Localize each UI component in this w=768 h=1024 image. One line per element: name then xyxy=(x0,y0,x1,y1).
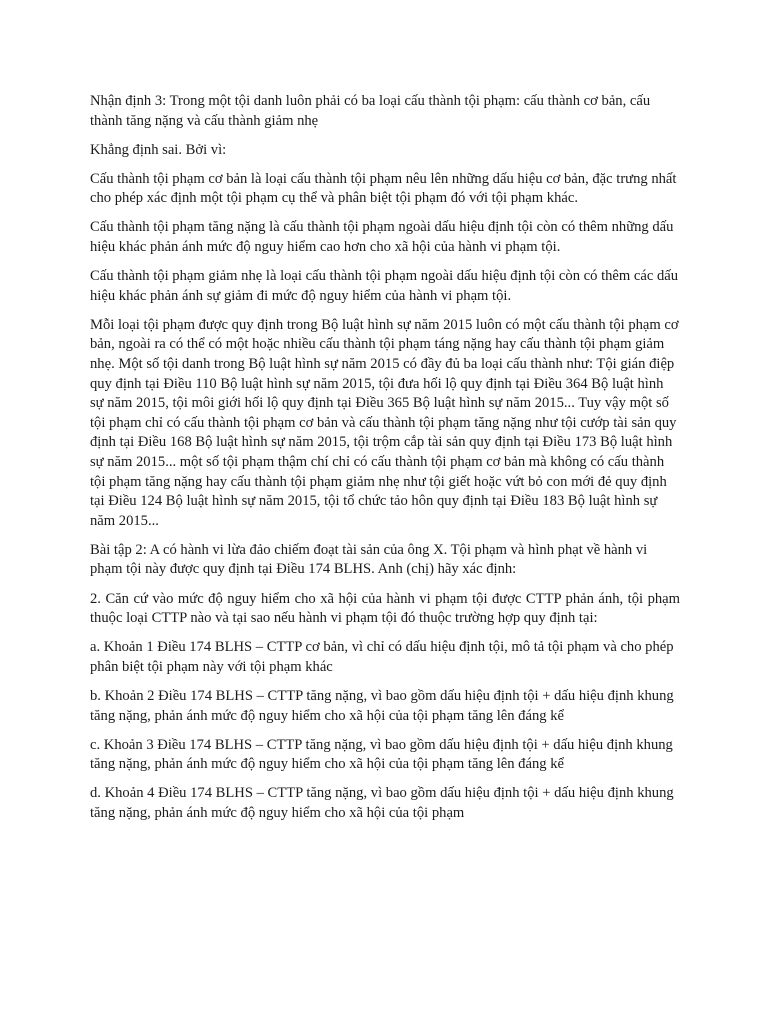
paragraph-answer-c: c. Khoản 3 Điều 174 BLHS – CTTP tăng nặng, vì bao gồm dấu hiệu định tội + dấu hiệu định khung tăng nặng, phản ánh mức độ nguy hiểm cho xã hội của tội phạm tăng lên đáng kể xyxy=(90,736,673,773)
paragraph-answer-d: d. Khoản 4 Điều 174 BLHS – CTTP tăng nặng, vì bao gồm dấu hiệu định tội + dấu hiệu định khung tăng nặng, phản ánh mức độ nguy hiểm cho xã hội của tội phạm xyxy=(90,785,674,821)
paragraph-answer-a: a. Khoản 1 Điều 174 BLHS – CTTP cơ bản, vì chỉ có dấu hiệu định tội, mô tả tội phạm và cho phép phân biệt tội phạm này với tội phạm khác xyxy=(90,639,674,675)
paragraph-question-2: 2. Căn cứ vào mức độ nguy hiểm cho xã hội của hành vi phạm tội được CTTP phản ánh, tội phạm thuộc loại CTTP nào và tại sao nếu hành vi phạm tội đó thuộc trường hợp quy định tại: xyxy=(90,590,680,627)
paragraph-statement-3: Nhận định 3: Trong một tội danh luôn phải có ba loại cấu thành tội phạm: cấu thành cơ bản, cấu thành tăng nặng và cấu thành giảm nhẹ xyxy=(90,93,651,129)
paragraph-mitigated-composition: Cấu thành tội phạm giảm nhẹ là loại cấu thành tội phạm ngoài dấu hiệu định tội còn có thêm các dấu hiệu khác phản ánh sự giảm đi mức độ nguy hiểm của hành vi phạm tội. xyxy=(90,268,679,304)
paragraph-explanation: Mỗi loại tội phạm được quy định trong Bộ luật hình sự năm 2015 luôn có một cấu thành tội phạm cơ bản, ngoài ra có thể có một hoặc nhiều cấu thành tội phạm táng nặng hay cấu thành tội phạm giảm nhẹ. Một số tội danh trong Bộ luật hình sự năm 2015 có đầy đủ ba loại cấu thành như: Tội gián điệp quy định tại Điều 110 Bộ luật hình sự năm 2015, tội đưa hối lộ quy định tại Điều 364 Bộ luật hình sự năm 2015, tội môi giới hối lộ quy định tại Điều 365 Bộ luật hình sự năm 2015... Tuy vậy một số tội phạm chỉ có cấu thành tội phạm cơ bản và cấu thành tội phạm tăng nặng như tội cướp tài sản quy định tại Điều 168 Bộ luật hình sự năm 2015, tội trộm cắp tài sản quy định tại Điều 173 Bộ luật hình sự năm 2015... một số tội phạm thậm chí chỉ có cấu thành tội phạm cơ bản mà không có cấu thành tội phạm tăng nặng hay cấu thành tội phạm giảm nhẹ như tội giết hoặc vứt bỏ con mới đẻ quy định tại Điều 124 Bộ luật hình sự năm 2015, tội tổ chức tảo hôn quy định tại Điều 183 Bộ luật hình sự năm 2015... xyxy=(90,316,679,529)
paragraph-basic-composition: Cấu thành tội phạm cơ bản là loại cấu thành tội phạm nêu lên những dấu hiệu cơ bản, đặc trưng nhất cho phép xác định một tội phạm cụ thể và phân biệt tội phạm đó với tội phạm khác. xyxy=(90,170,677,207)
paragraph-answer-b: b. Khoản 2 Điều 174 BLHS – CTTP tăng nặng, vì bao gồm dấu hiệu định tội + dấu hiệu định khung tăng nặng, phản ánh mức độ nguy hiểm cho xã hội của tội phạm tăng lên đáng kể xyxy=(90,687,674,724)
document-page xyxy=(90,92,680,833)
paragraph-exercise-2: Bài tập 2: A có hành vi lừa đảo chiếm đoạt tài sản của ông X. Tội phạm và hình phạt về hành vi phạm tội này được quy định tại Điều 174 BLHS. Anh (chị) hãy xác định: xyxy=(90,541,648,578)
paragraph-answer-false: Khẳng định sai. Bởi vì: xyxy=(90,141,227,158)
paragraph-aggravated-composition: Cấu thành tội phạm tăng nặng là cấu thành tội phạm ngoài dấu hiệu định tội còn có thêm những dấu hiệu khác phản ánh mức độ nguy hiểm cao hơn cho xã hội của hành vi phạm tội. xyxy=(90,219,674,256)
